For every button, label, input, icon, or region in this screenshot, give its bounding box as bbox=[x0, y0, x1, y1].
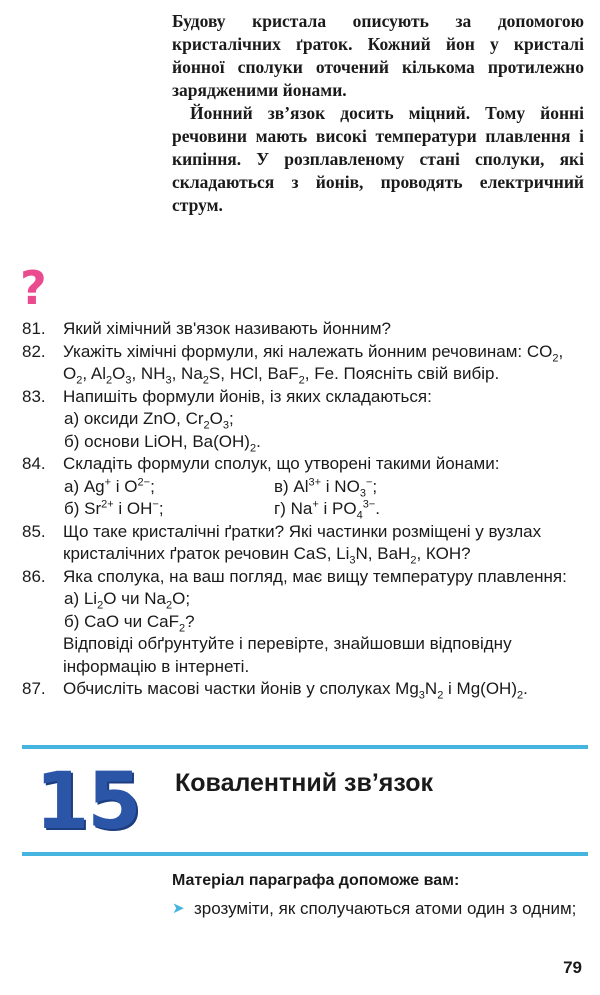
questions-list bbox=[22, 318, 588, 701]
question-85: 85. Що таке кристалічні ґратки? Які частинки розміщені у вузлах кристалічних ґраток речовин CaS, $Li_3N$, BaH$_2$, КОН? bbox=[22, 521, 542, 567]
question-84-row2: б) $Sr^{2+}$ і OH−; г) Na+ і $PO_4^{3-}$. bbox=[64, 498, 380, 522]
helps-item: ➤ зрозуміти, як сполучаються атоми один з одним; bbox=[172, 899, 577, 918]
question-86-a: а) $Li_2O$ чи $Na_2O$; bbox=[64, 589, 191, 612]
chapter-top-rule bbox=[22, 745, 588, 749]
question-83-a: а) оксиди ZnO, $Cr_2O_3$; bbox=[64, 409, 234, 432]
helps-title: Матеріал параграфа допоможе вам: bbox=[172, 872, 460, 889]
summary-paragraph-2: Йонний зв’язок досить міцний. Тому йонні речовини мають високі температури плавлення і кипіння. У розплавленому стані сполуки, які складаються з йонів, проводять електричний струм. bbox=[172, 103, 584, 215]
question-81: 81. Який хімічний зв'язок називають йонним? bbox=[22, 319, 391, 338]
chapter-title: Ковалентний зв’язок bbox=[175, 769, 433, 797]
question-86-note: Відповіді обґрунтуйте і перевірте, знайшовши відповідну інформацію в інтернеті. bbox=[63, 634, 512, 676]
chapter-bottom-rule bbox=[22, 852, 588, 856]
question-mark-icon: ? bbox=[20, 261, 47, 315]
page-number: 79 bbox=[563, 958, 582, 977]
question-86: 86. Яка сполука, на ваш погляд, має вищу температуру плавлення: bbox=[22, 566, 567, 586]
summary-paragraph-1: Будову кристала описують за допомогою кристалічних ґраток. Кожний йон у кристалі йонної сполуки оточений кількома протилежно зарядженими йонами. bbox=[172, 11, 584, 100]
question-83-b: б) основи LiOH, $Ba(OH)_2$. bbox=[64, 431, 261, 454]
section-summary bbox=[172, 10, 584, 217]
question-86-b: б) CaO чи CaF$_2$? bbox=[64, 611, 195, 634]
question-82: 82. Укажіть хімічні формули, які належать йонним речовинам: $CO_2$, $O_2$, $Al_2O_3$, $NH_3$, $Na_2S$, HCl, BaF$_2$, Fe. Поясніть свій вибір. bbox=[22, 341, 564, 387]
question-87: 87. Обчисліть масові частки йонів у сполуках $Mg_3N_2$ і $Mg(OH)_2$. bbox=[22, 679, 528, 702]
chapter-number: 15 bbox=[35, 757, 140, 847]
question-84-row1: а) Ag+ і $O^{2-}$; в) $Al^{3+}$ і $NO_3^-$; bbox=[64, 475, 378, 499]
arrow-icon: ➤ bbox=[172, 900, 185, 917]
question-84: 84. Складіть формули сполук, що утворені такими йонами: bbox=[22, 454, 500, 473]
question-83: 83. Напишіть формули йонів, із яких складаються: bbox=[22, 386, 432, 406]
